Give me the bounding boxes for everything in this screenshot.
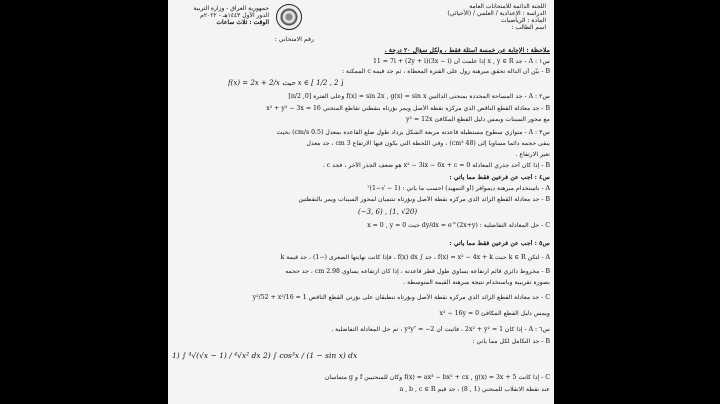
q6b: B - جد التكامل لكل مما يأتي :	[472, 338, 550, 345]
q1a: س١ : A - جد x , y ∈ R إذا علمت أن (3x − i)(2y + i) + 11 = 7i	[372, 58, 550, 65]
q5a: A - لتكن k ∈ R حيث f(x) = x² − 4x + k ، جد ∫ f(x) dx ، فإذا كانت نهايتها الصغرى (−1) ، جد قيمة k	[280, 254, 550, 261]
q6c-cont: عند نقطة الانقلاب للمنحني (1 , 8) ، جد قيم a , b , c ∈ R	[399, 386, 550, 393]
q2b-cont: مع محور السينات ويمس دليل القطع المكافئ y² = 12x	[406, 116, 550, 123]
q6a: س٦ : A - إذا كان 2x² + y² = 1 ، فأثبت أن y³y″ = −2 ، ثم حل المعادلة التفاضلية .	[331, 326, 550, 333]
q4a: A - باستخدام مبرهنة ديموافر (أو التمهيد) احسب ما يأتي : (1 − √−1)⁷	[367, 185, 550, 192]
q2a: س٢ : A - جد المساحة المحددة بمنحنى الدالتين f(x) = sin 2x , g(x) = sin x وعلى الفترة [0, π/2]	[288, 93, 550, 100]
q4-title: س٤ : أجب عن فرعين فقط مما يأتي :	[449, 174, 550, 181]
q3a-end: تغير الارتفاع .	[515, 151, 550, 158]
duration-text: الوقت : ثلاث ساعات	[216, 18, 269, 26]
q3a-cont: يبقى حجمه دائماً مساوياً إلى (48 cm³) ، وفي اللحظة التي يكون فيها الارتفاع 3 cm ، جد معدل	[306, 140, 550, 147]
q5b: B - مخروط دائري قائم ارتفاعه يساوي طول قطر قاعدته ، إذا كان ارتفاعه يساوي 2.98 cm ، جد حجمه	[285, 268, 550, 275]
ministry-seal-icon	[276, 4, 302, 30]
exam-number-label: رقم الامتحاني :	[274, 36, 314, 43]
q3a: س٣ : A - متوازي سطوح مستطيلة قاعدته مربعة الشكل يزداد طول ضلع القاعدة بمعدل (0.5 cm/s) بحيث	[276, 129, 550, 136]
subject-text: الرياضيات	[500, 16, 526, 24]
study-text: الدراسة : الإعدادية / العلمي / (الأحيائي)	[447, 9, 546, 17]
session-text: الدور الأول ١٤٤٣هـ - ٢٠٢٢م	[200, 11, 269, 19]
q4c: C - حل المعادلة التفاضلية : dy/dx = e^(2x+y) حيث x = 0 , y = 0	[367, 222, 550, 229]
q4b-points: (−3, 6) , (1, √20)	[358, 208, 418, 216]
q2b: B - جد معادلة القطع الناقص الذي مركزه نقطة الأصل ويمر بؤرتاه بنقطتي تقاطع المنحني x² + y² − 3x = 16	[266, 105, 550, 112]
q5b-cont: بصورة تقريبية وباستخدام نتيجة مبرهنة القيمة المتوسطة .	[403, 279, 550, 286]
q6b-integrals: 1) ∫ ⁴√(√x − 1) / ⁴√x² dx 2) ∫ cos³x / (1 − sin x) dx	[172, 352, 358, 360]
header-left	[174, 6, 269, 27]
q5c: C - جد معادلة القطع الزائد الذي مركزه نقطة الأصل وبؤرتاه تنطبقان على بؤرتي القطع الناقص y²/52 + x²/16 = 1	[252, 294, 550, 301]
subject-label: المادة : الرياضيات	[500, 16, 546, 24]
q6c: C - إذا كانت f(x) = ax³ − bx² + cx , g(x) = 3x + 5 وكان للمنحنيين f و g متماسان	[324, 374, 550, 381]
header-right	[426, 4, 546, 32]
student-name-label: اسم الطالب :	[511, 23, 546, 31]
q5-title: س٥ : أجب عن فرعين فقط مما يأتي :	[449, 240, 550, 247]
q1b-formula: f(x) = 2x + 2/x حيث x ∈ [ 1/2 , 2 ]	[228, 79, 344, 87]
exam-paper	[168, 0, 554, 404]
ministry-text: جمهورية العراق - وزارة التربية	[193, 5, 269, 12]
q4b: B - جد معادلة القطع الزائد الذي مركزه نقطة الأصل وبؤرتاه تنتميان لمحور السينات ويمر بالنقطتين	[298, 196, 550, 203]
note-text: ملاحظة : الإجابة عن خمسة أسئلة فقط ، ولكل سؤال ٢٠ درجة .	[384, 47, 550, 54]
q1b: B - بيّن أن الدالة تحقق مبرهنة رول على الفترة المعطاة ، ثم جد قيمة c الممكنة :	[341, 68, 550, 75]
q5c-cont: ويمس دليل القطع المكافئ x² − 16y = 0	[439, 310, 550, 317]
q3b: B - إذا كان أحد جذري المعادلة x² − 3ix − 6x + c = 0 هو ضعف الجذر الآخر ، فجد c .	[322, 162, 550, 169]
committee-text: اللجنة الدائمة للامتحانات العامة	[469, 3, 546, 10]
